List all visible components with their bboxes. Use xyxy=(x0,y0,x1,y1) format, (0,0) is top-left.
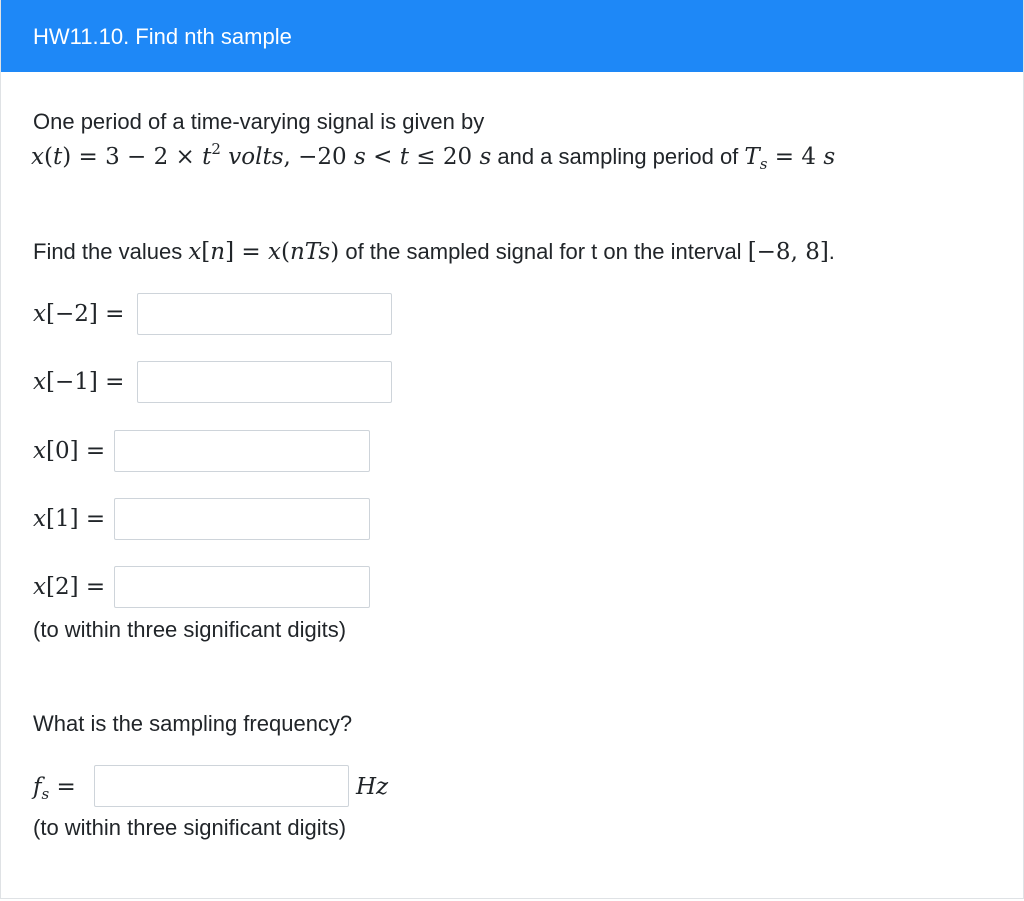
find-values-prompt: Find the values x[n] = x(nTs) of the sampled signal for t on the interval [−8, 8]. xyxy=(33,239,835,265)
signal-definition: $x(t) = 3 - 2 \times t^2$ volts, −20 s < t ≤ 20 s and a sampling period of $T_s = 4$ s xyxy=(31,140,836,173)
sample-label-1: x[1] = xyxy=(33,506,106,532)
sample-label-0: x[0] = xyxy=(33,438,106,464)
problem-intro: One period of a time-varying signal is given by xyxy=(33,109,485,134)
samples-precision-note: (to within three significant digits) xyxy=(33,617,347,642)
frequency-label: $f_s$ = xyxy=(33,774,76,803)
sample-input-2[interactable] xyxy=(114,566,370,608)
and-sampling-text: and a sampling period of xyxy=(491,144,745,169)
question-title: HW11.10. Find nth sample xyxy=(33,24,292,49)
sample-label-neg2: x[−2] = xyxy=(33,301,125,327)
sample-label-neg1: x[−1] = xyxy=(33,369,125,395)
sample-label-2: x[2] = xyxy=(33,574,106,600)
frequency-precision-note: (to within three significant digits) xyxy=(33,815,347,840)
frequency-input[interactable] xyxy=(94,765,349,807)
frequency-question: What is the sampling frequency? xyxy=(33,711,353,736)
card-header xyxy=(1,0,1023,72)
sample-input-neg2[interactable] xyxy=(137,293,392,335)
frequency-unit: Hz xyxy=(356,774,389,800)
sample-input-1[interactable] xyxy=(114,498,370,540)
sample-input-neg1[interactable] xyxy=(137,361,392,403)
sample-input-0[interactable] xyxy=(114,430,370,472)
